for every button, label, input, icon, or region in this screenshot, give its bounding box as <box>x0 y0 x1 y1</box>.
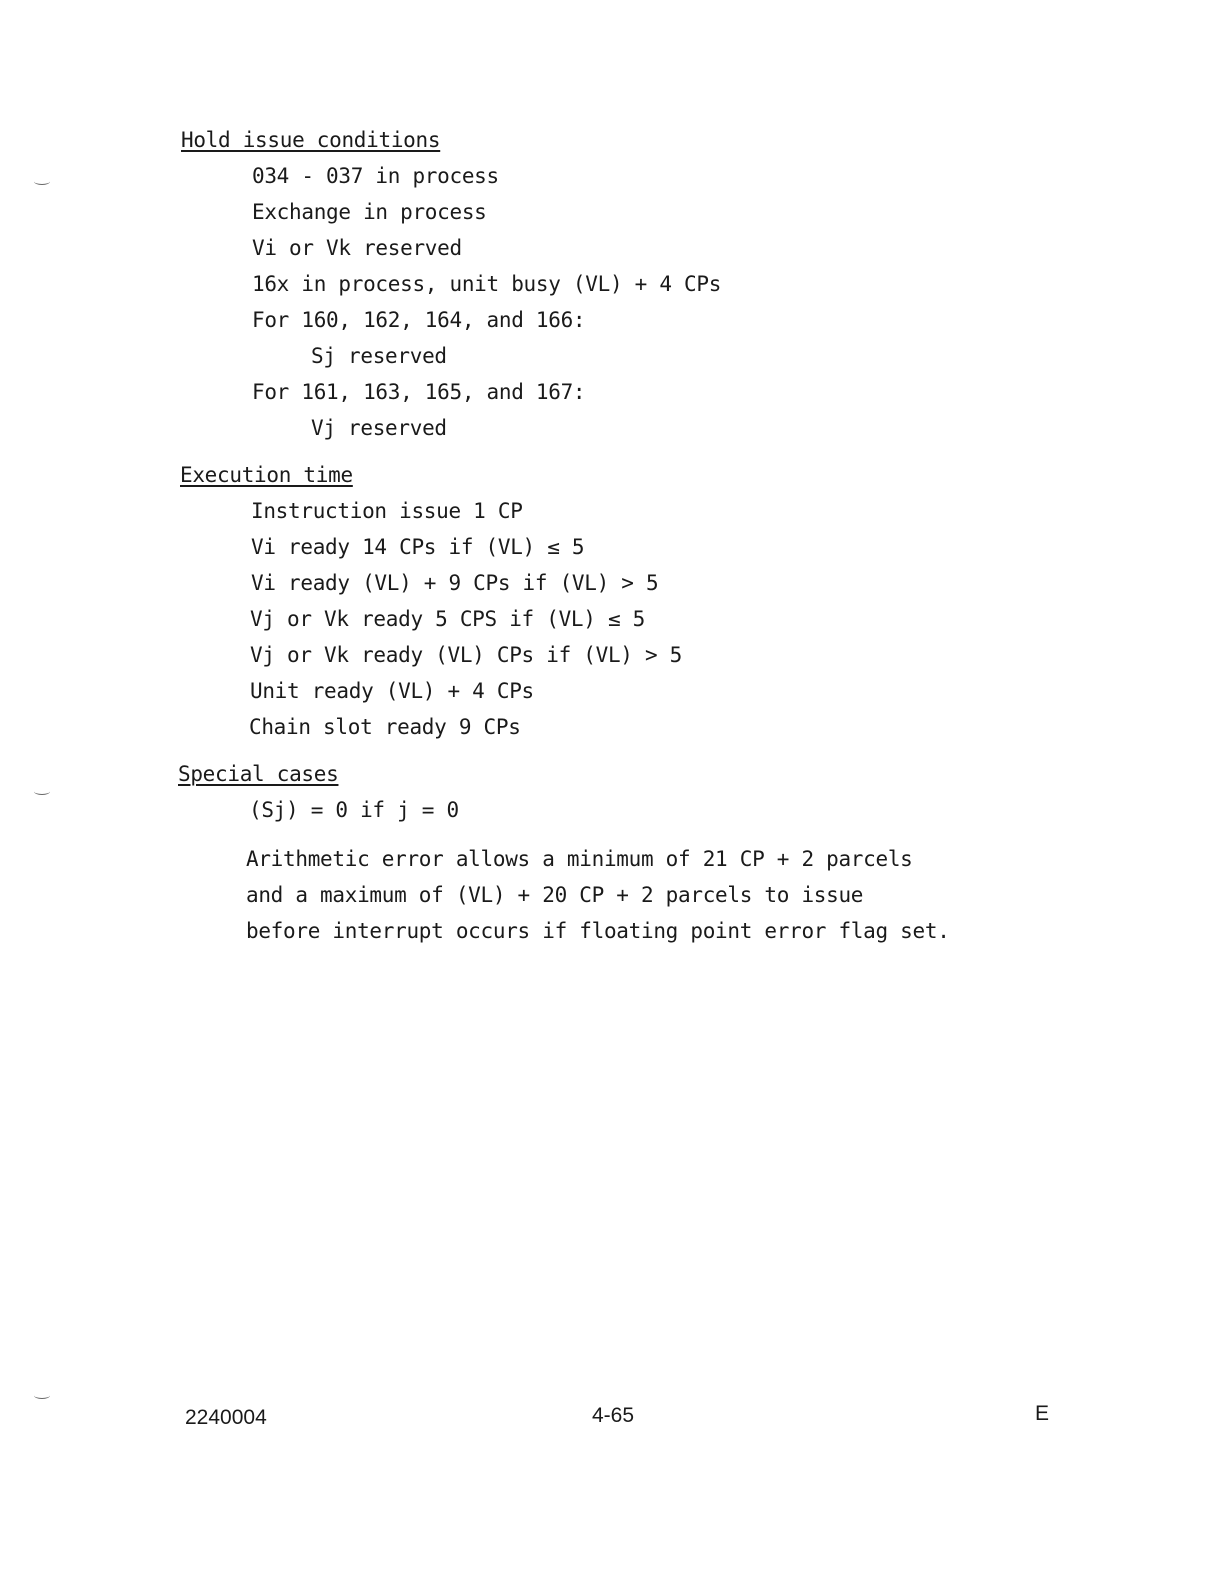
section-heading-execution-time: Execution time <box>180 463 353 487</box>
hold-line: Exchange in process <box>252 200 487 224</box>
margin-mark <box>34 1392 50 1399</box>
hold-line: Vj reserved <box>311 416 447 440</box>
execution-line: Unit ready (VL) + 4 CPs <box>250 679 534 703</box>
special-paragraph-line: before interrupt occurs if floating point error flag set. <box>246 919 950 943</box>
footer-document-number: 2240004 <box>185 1406 267 1429</box>
hold-line: 16x in process, unit busy (VL) + 4 CPs <box>252 272 722 296</box>
footer-revision: E <box>1035 1402 1050 1425</box>
hold-line: Vi or Vk reserved <box>252 236 462 260</box>
hold-line: 034 - 037 in process <box>252 164 499 188</box>
hold-line: Sj reserved <box>311 344 447 368</box>
execution-line: Chain slot ready 9 CPs <box>249 715 521 739</box>
hold-line: For 160, 162, 164, and 166: <box>252 308 586 332</box>
execution-line: Vj or Vk ready 5 CPS if (VL) ≤ 5 <box>250 607 645 631</box>
special-paragraph-line: Arithmetic error allows a minimum of 21 CP + 2 parcels <box>246 847 913 871</box>
execution-line: Vi ready (VL) + 9 CPs if (VL) > 5 <box>251 571 659 595</box>
execution-line: Vj or Vk ready (VL) CPs if (VL) > 5 <box>250 643 683 667</box>
margin-mark <box>34 788 50 795</box>
section-heading-special-cases: Special cases <box>178 762 339 786</box>
special-line: (Sj) = 0 if j = 0 <box>249 798 459 822</box>
hold-line: For 161, 163, 165, and 167: <box>252 380 586 404</box>
section-heading-hold-issue: Hold issue conditions <box>181 128 441 152</box>
execution-line: Vi ready 14 CPs if (VL) ≤ 5 <box>251 535 585 559</box>
footer-page-number: 4-65 <box>592 1404 635 1427</box>
margin-mark <box>34 178 50 185</box>
execution-line: Instruction issue 1 CP <box>251 499 523 523</box>
special-paragraph-line: and a maximum of (VL) + 20 CP + 2 parcels to issue <box>246 883 864 907</box>
